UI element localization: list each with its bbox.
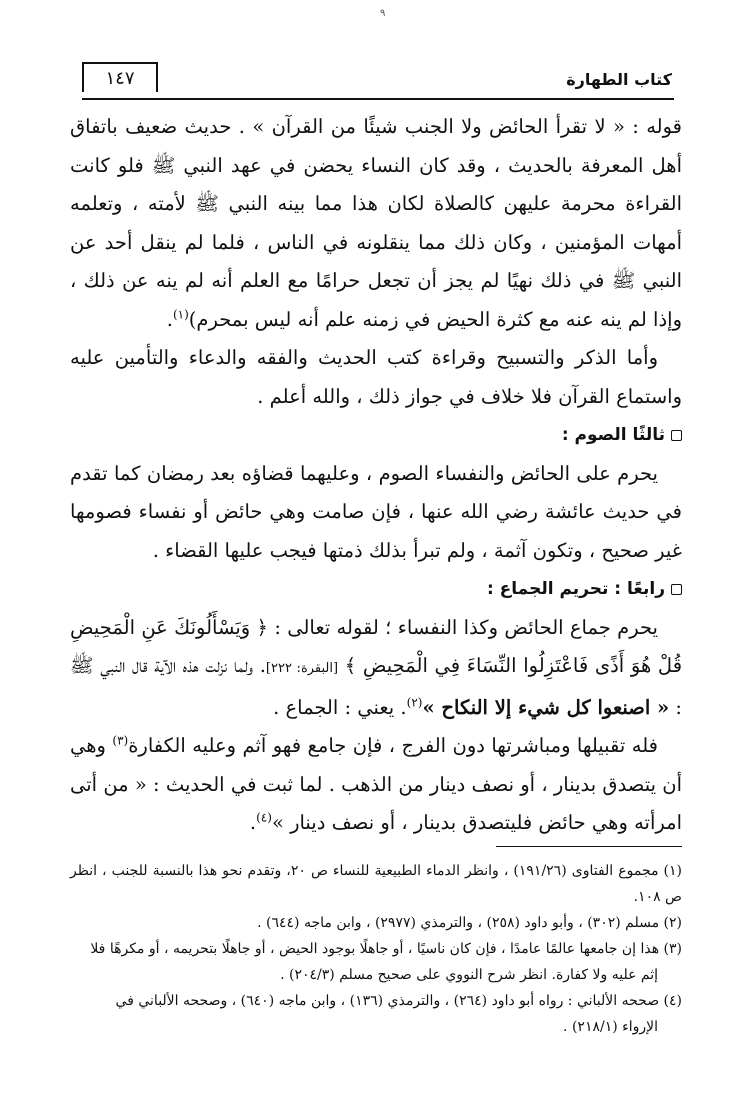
paragraph-4: يحرم جماع الحائض وكذا النفساء ؛ لقوله تعالى : ﴿ وَيَسْأَلُونَكَ عَنِ الْمَحِيضِ قُلْ هُوَ أَذًى فَاعْتَزِلُوا النِّسَاءَ فِي الْمَحِيضِ ﴾ [البقرة: ٢٢٢]. ولما نزلت هذه الآية قال النبي ﷺ : « اصنعوا كل شيء إلا النكاح »$^{(٢)}$. يعني : الجماع . bbox=[70, 615, 683, 719]
footnote-2: (٢) مسلم (٣٠٢) ، وأبو داود (٢٥٨) ، والترمذي (٢٩٧٧) ، وابن ماجه (٦٤٤) . bbox=[257, 915, 682, 931]
section-heading-intercourse: رابعًا : تحريم الجماع : bbox=[70, 570, 682, 609]
running-title: كتاب الطهارة bbox=[566, 70, 672, 89]
footnotes bbox=[70, 858, 682, 1040]
paragraph-5: فله تقبيلها ومباشرتها دون الفرج ، فإن جامع فهو آثم وعليه الكفارة$^{(٣)}$ وهي أن يتصدق بدينار ، أو نصف دينار من الذهب . لما ثبت في الحديث : « من أتى امرأته وهي حائض فليتصدق بدينار ، أو نصف دينار »$^{(٤)}$. bbox=[70, 733, 682, 834]
paragraph-3: يحرم على الحائض والنفساء الصوم ، وعليهما قضاؤه بعد رمضان كما تقدم في حديث عائشة رضي الله عنها ، فإن صامت وهي حائض أو نفساء فصومها غير صحيح ، وتكون آثمة ، ولم تبرأ بذلك ذمتها فيجب عليها القضاء . bbox=[70, 461, 682, 562]
hadith-quote: « اصنعوا كل شيء إلا النكاح » bbox=[422, 695, 670, 719]
main-text bbox=[70, 108, 682, 843]
footnote-3-continued: إثم عليه ولا كفارة. انظر شرح النووي على صحيح مسلم (٢٠٤/٣) . bbox=[280, 967, 658, 983]
square-bullet-icon bbox=[671, 430, 682, 441]
footnote-4: (٤) صححه الألباني : رواه أبو داود (٢٦٤) ، والترمذي (١٣٦) ، وابن ماجه (٦٤٠) ، وصححه الألباني في bbox=[115, 993, 682, 1009]
footnote-separator bbox=[496, 846, 682, 847]
paragraph-2: وأما الذكر والتسبيح وقراءة كتب الحديث والفقه والدعاء والتأمين عليه واستماع القرآن فلا خلاف في جواز ذلك ، والله أعلم . bbox=[70, 346, 682, 408]
page-header bbox=[82, 52, 674, 100]
paragraph-1: قوله : « لا تقرأ الحائض ولا الجنب شيئًا من القرآن » . حديث ضعيف باتفاق أهل المعرفة بالحديث ، وقد كان النساء يحضن في عهد النبي ﷺ فلو كانت القراءة محرمة عليهن كالصلاة لكان هذا مما بينه النبي ﷺ لأمته ، وتعلمه أمهات المؤمنين ، وكان ذلك مما ينقلونه في الناس ، فلما لم ينقل أحد عن النبي ﷺ في ذلك نهيًا لم يجز أن تجعل حرامًا مع العلم أنه لم ينه عن ذلك ، وإذا لم ينه عنه مع كثرة الحيض في زمنه علم أنه ليس بمحرم)$^{(١)}$. bbox=[70, 115, 682, 331]
footnote-ref-4[interactable]: (٤) bbox=[256, 810, 272, 825]
footnote-ref-1[interactable]: (١) bbox=[172, 307, 189, 321]
section-heading-fasting: ثالثًا الصوم : bbox=[70, 416, 682, 455]
verse-citation: [البقرة: ٢٢٢] bbox=[265, 661, 339, 676]
square-bullet-icon bbox=[671, 584, 682, 595]
top-mark: ٩ bbox=[380, 8, 386, 19]
footnote-4-continued: الإرواء (٢١٨/١) . bbox=[563, 1019, 658, 1035]
quran-verse: ﴿ وَيَسْأَلُونَكَ عَنِ الْمَحِيضِ قُلْ هُوَ أَذًى فَاعْتَزِلُوا النِّسَاءَ فِي الْمَحِيضِ ﴾ bbox=[70, 615, 683, 677]
footnote-ref-3[interactable]: (٣) bbox=[112, 733, 129, 748]
page-number: ١٤٧ bbox=[82, 62, 158, 92]
footnote-1: (١) مجموع الفتاوى (١٩١/٢٦) ، وانظر الدماء الطبيعية للنساء ص ٢٠، وتقدم نحو هذا بالنسبة للجنب ، انظر ص ١٠٨. bbox=[70, 863, 683, 905]
footnote-3: (٣) هذا إن جامعها عالمًا عامدًا ، فإن كان ناسيًا ، أو جاهلًا بوجود الحيض ، أو جاهلًا بتحريمه ، أو مكرهًا فلا bbox=[90, 941, 682, 957]
footnote-ref-2[interactable]: (٢) bbox=[406, 695, 423, 709]
